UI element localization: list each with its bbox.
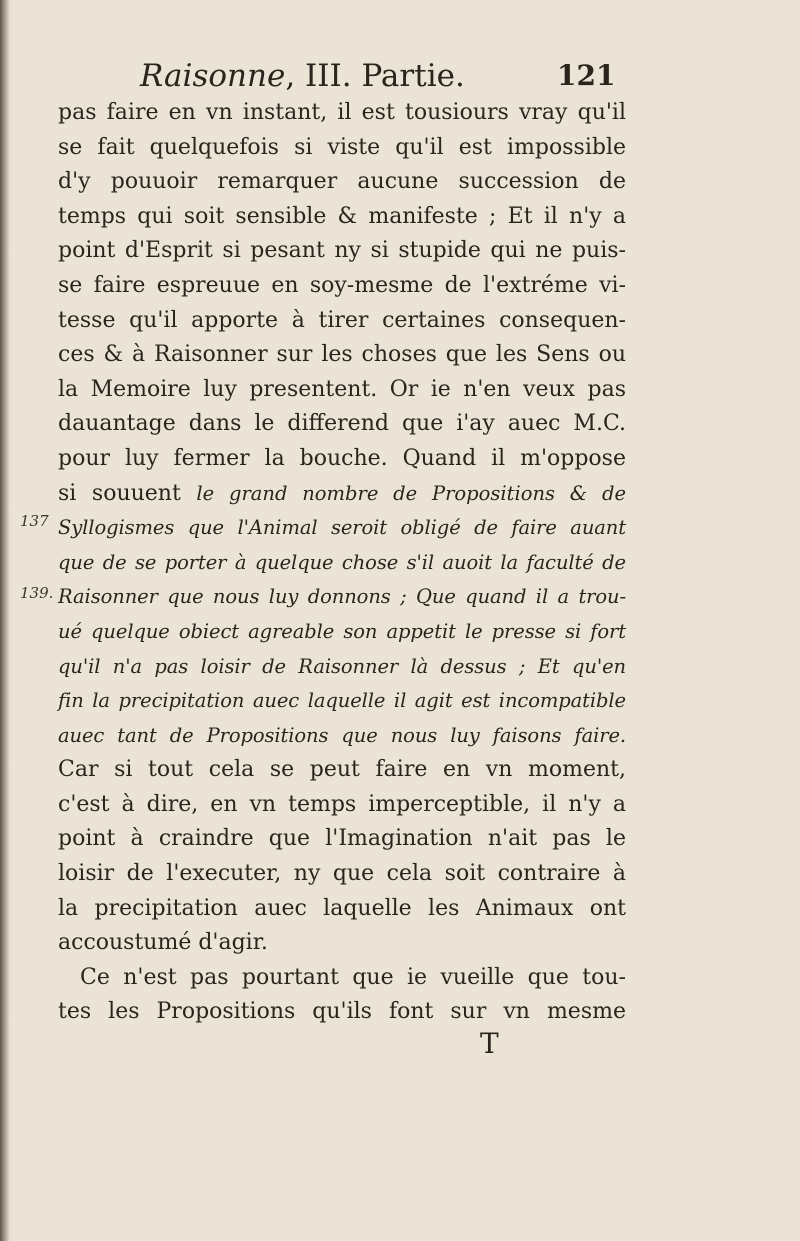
running-header <box>140 52 620 100</box>
text-line-mixed <box>58 477 626 512</box>
text-line: tes les Propositions qu'ils font sur vn mesme <box>58 999 626 1025</box>
text-line: point d'Esprit si pesant ny si stupide qui ne puis- <box>58 238 626 264</box>
text-line: la Memoire luy presentent. Or ie n'en veux pas <box>58 376 626 402</box>
text-line-italic: Raisonner que nous luy donnons ; Que quand il a trou- <box>58 585 626 609</box>
text-line: Car si tout cela se peut faire en vn moment, <box>58 757 626 783</box>
text-line: c'est à dire, en vn temps imperceptible, il n'y a <box>58 791 626 817</box>
page-binding-shadow <box>0 0 10 1241</box>
text-line: dauantage dans le differend que i'ay auec M.C. <box>58 411 626 437</box>
text-line: temps qui soit sensible & manifeste ; Et il n'y a <box>58 203 626 229</box>
text-line-italic: Syllogismes que l'Animal seroit obligé de faire auant <box>58 516 626 540</box>
text-line: d'y pouuoir remarquer aucune succession de <box>58 169 626 195</box>
text-line: ces & à Raisonner sur les choses que les Sens ou <box>58 342 626 368</box>
text-line: loisir de l'executer, ny que cela soit contraire à <box>58 861 626 887</box>
text-line-italic: fin la precipitation auec laquelle il agit est incompatible <box>58 689 626 713</box>
text-line: se faire espreuue en soy-mesme de l'extréme vi- <box>58 272 626 298</box>
margin-note: 137 <box>20 512 49 530</box>
text-italic-part: le grand nombre de Propositions & de <box>196 481 626 505</box>
text-line: point à craindre que l'Imagination n'ait pas le <box>58 826 626 852</box>
text-line-italic: qu'il n'a pas loisir de Raisonner là dessus ; Et qu'en <box>58 654 626 678</box>
text-roman-part: si souuent <box>58 480 197 506</box>
text-line: la precipitation auec laquelle les Animaux ont <box>58 895 626 921</box>
header-title-rest: , III. Partie. <box>285 58 465 94</box>
text-line: tesse qu'il apporte à tirer certaines consequen- <box>58 307 626 333</box>
page-number: 121 <box>557 59 616 92</box>
text-line: pas faire en vn instant, il est tousiours vray qu'il <box>58 100 626 125</box>
text-line-italic: ué quelque obiect agreable son appetit le presse si fort <box>58 619 626 643</box>
signature-mark: T <box>480 1027 499 1060</box>
text-line-italic: auec tant de Propositions que nous luy faisons faire. <box>58 723 626 747</box>
text-line: pour luy fermer la bouche. Quand il m'oppose <box>58 445 626 471</box>
text-line-paragraph-start: Ce n'est pas pourtant que ie vueille que tou- <box>80 964 626 990</box>
header-title-italic: Raisonne <box>140 58 286 94</box>
margin-note: 139. <box>20 584 54 602</box>
text-line: se fait quelquefois si viste qu'il est impossible <box>58 134 626 160</box>
body-text <box>58 96 626 1030</box>
text-line: accoustumé d'agir. <box>58 930 268 956</box>
text-line-italic: que de se porter à quelque chose s'il auoit la faculté de <box>58 550 626 574</box>
